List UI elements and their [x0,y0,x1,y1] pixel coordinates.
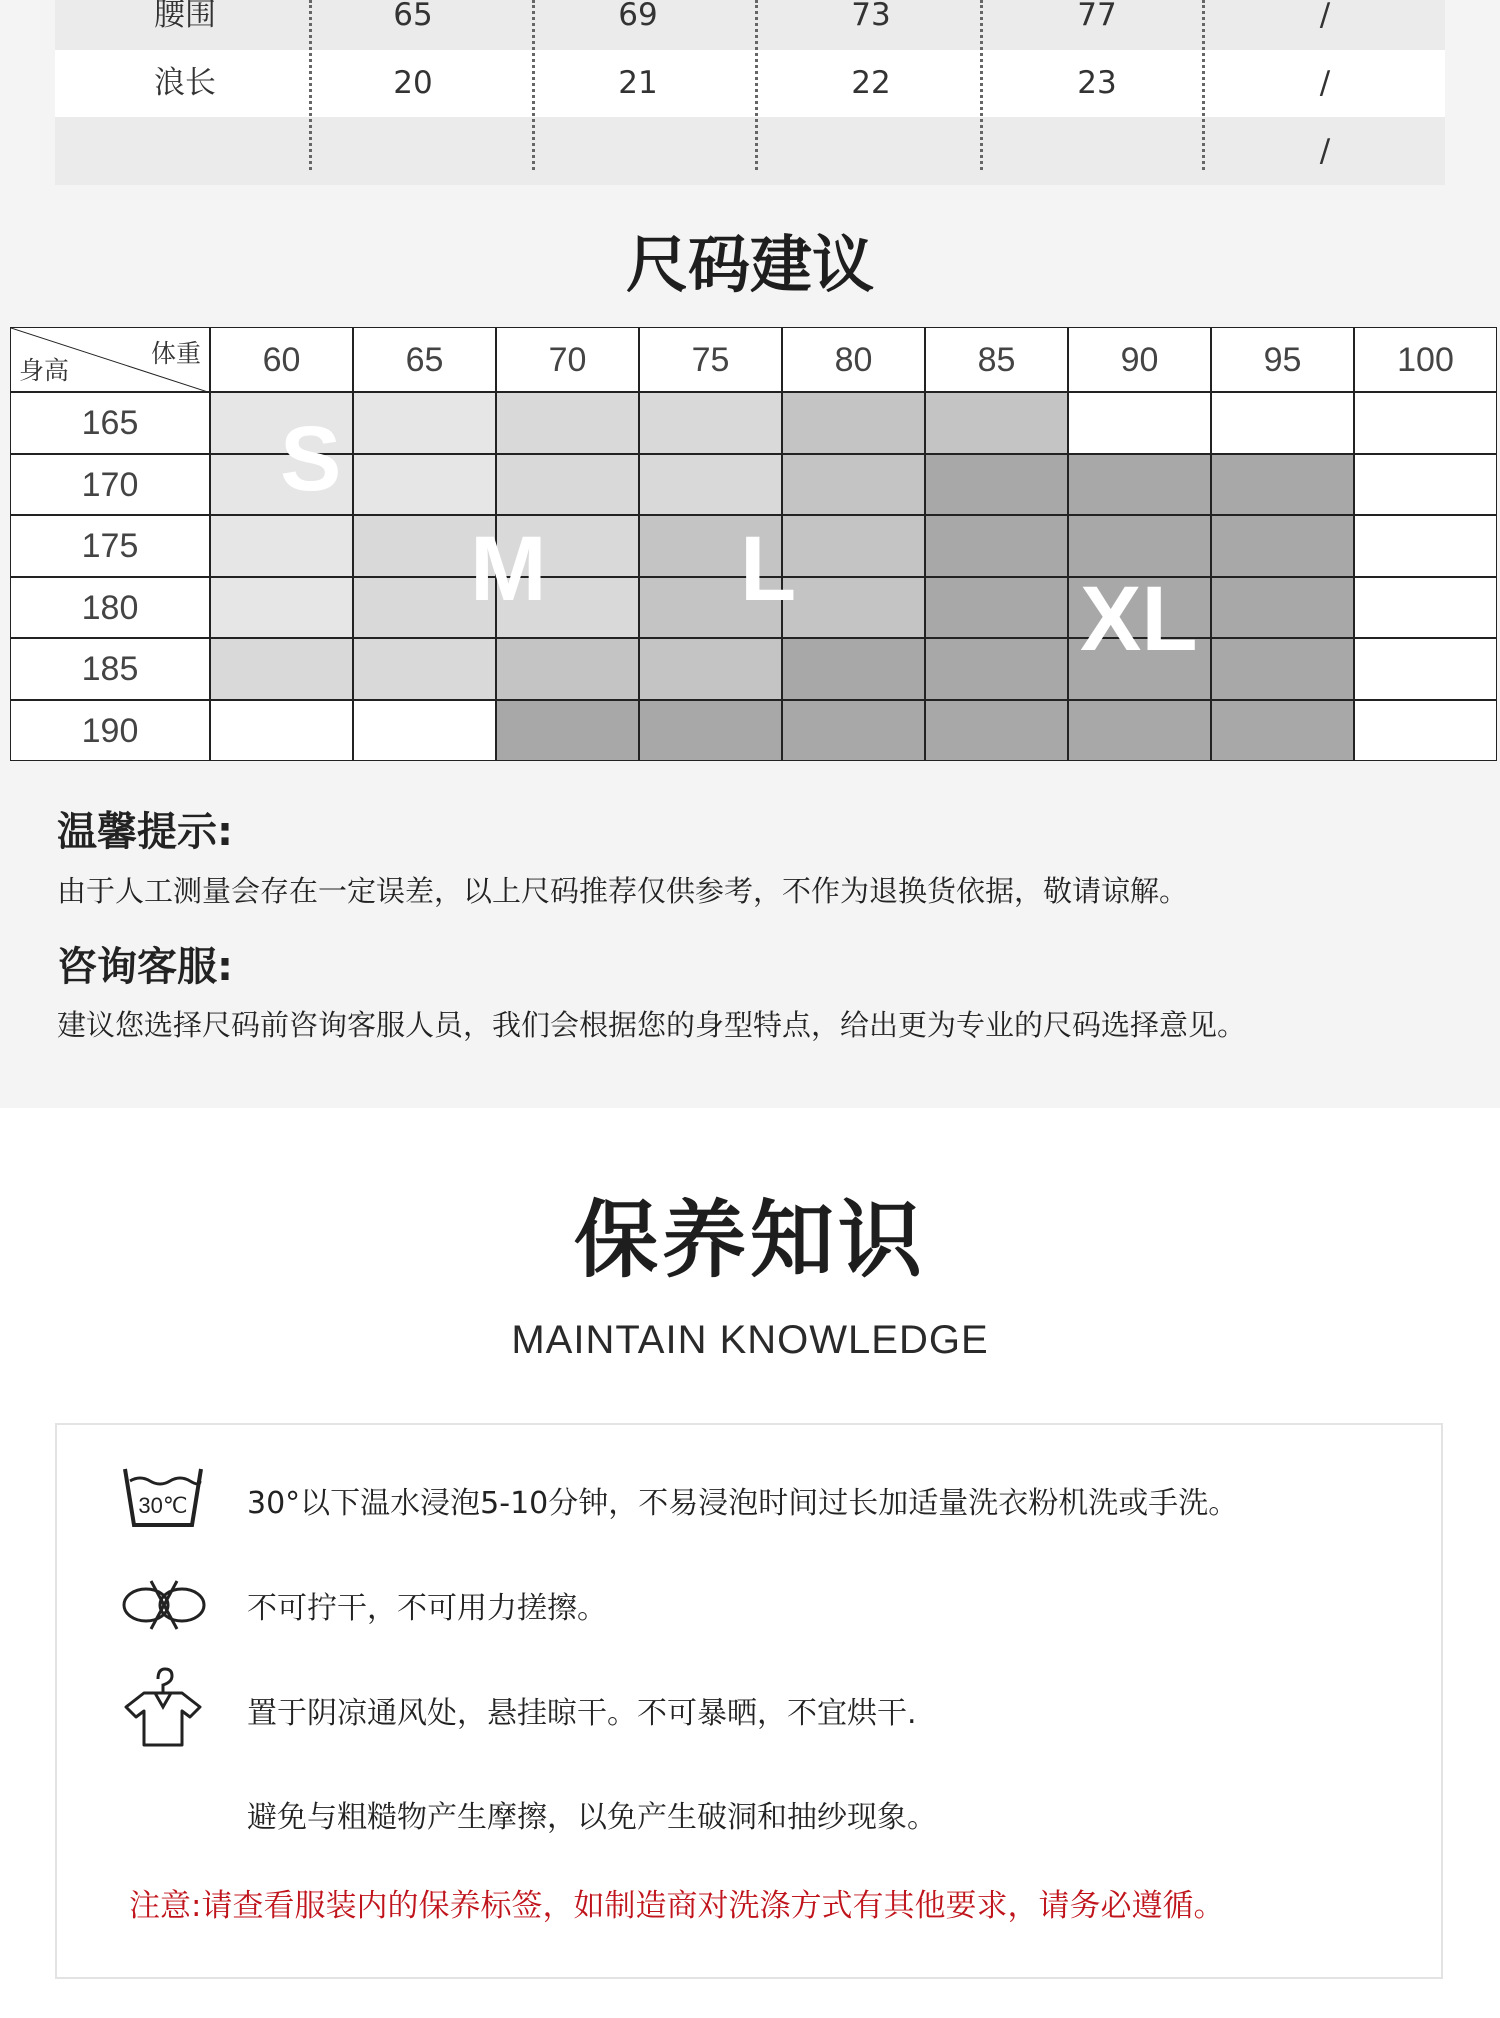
size-cell [782,638,925,700]
size-cell [353,454,496,516]
reminder-title: 温馨提示: [57,809,233,855]
size-band-label-l: L [740,518,797,620]
measurement-value: / [1319,133,1331,169]
size-cell [210,515,353,577]
measurement-value [548,117,728,185]
care-item-text: 置于阴凉通风处，悬挂晾干。不可暴晒，不宜烘干. [247,1696,917,1731]
care-item-text: 30°以下温水浸泡5-10分钟，不易浸泡时间过长加适量洗衣粉机洗或手洗。 [247,1486,1239,1521]
size-cell [1211,577,1354,639]
size-cell [639,392,782,454]
measurement-label [95,117,275,185]
size-cell [1068,454,1211,516]
column-divider [309,0,312,170]
size-cell [782,515,925,577]
size-cell [925,700,1068,762]
size-cell [210,638,353,700]
size-cell [639,638,782,700]
size-cell [210,577,353,639]
size-cell [639,454,782,516]
measurement-value: 21 [618,65,658,101]
size-cell [1068,392,1211,454]
size-cell [1211,638,1354,700]
size-cell [1211,515,1354,577]
column-divider [1202,0,1205,170]
weight-header: 60 [210,327,353,392]
size-cell [925,638,1068,700]
corner-height-label: 身高 [19,356,70,385]
measurement-value: 65 [393,0,433,33]
size-cell [353,638,496,700]
size-cell [1354,515,1497,577]
reminder-text: 由于人工测量会存在一定误差，以上尺码推荐仅供参考，不作为退换货依据，敬请谅解。 [57,874,1189,908]
size-suggestion-title: 尺码建议 [625,228,874,301]
wash-temperature-label: 30℃ [138,1493,188,1518]
size-band-label-m: M [470,518,547,620]
care-box [55,1423,1443,1979]
size-cell [210,700,353,762]
height-header: 190 [10,700,210,762]
size-cell [782,700,925,762]
corner-weight-label: 体重 [150,339,201,368]
size-cell [925,454,1068,516]
size-cell [925,392,1068,454]
measurement-row [55,0,1445,50]
size-chart-grid [10,327,1497,762]
weight-header: 75 [639,327,782,392]
measurement-label: 腰围 [154,0,216,33]
height-header: 165 [10,392,210,454]
service-title: 咨询客服: [57,944,233,990]
measurement-value: 20 [393,65,433,101]
size-cell [782,392,925,454]
size-cell [496,392,639,454]
grid-corner-cell [10,327,210,392]
weight-header: 85 [925,327,1068,392]
height-header: 175 [10,515,210,577]
measurement-value: / [1319,65,1331,101]
no-wring-icon [119,1577,209,1637]
size-cell [353,392,496,454]
measurement-table [55,0,1445,185]
size-cell [782,577,925,639]
size-cell [925,515,1068,577]
size-cell [1354,577,1497,639]
wash-30c-icon [122,1465,204,1535]
size-cell [353,700,496,762]
column-divider [980,0,983,170]
size-cell [1354,700,1497,762]
size-band-label-xl: XL [1080,568,1198,670]
service-text: 建议您选择尺码前咨询客服人员，我们会根据您的身型特点，给出更为专业的尺码选择意见。 [57,1008,1247,1042]
measurement-value: / [1319,0,1331,33]
hang-dry-icon [122,1665,204,1753]
column-divider [755,0,758,170]
measurement-value: 22 [851,65,891,101]
size-cell [496,454,639,516]
size-cell [925,577,1068,639]
measurement-value: 23 [1077,65,1117,101]
measurement-value [323,117,503,185]
height-header: 170 [10,454,210,516]
care-item-text: 避免与粗糙物产生摩擦，以免产生破洞和抽纱现象。 [247,1800,937,1835]
weight-header: 80 [782,327,925,392]
size-cell [1354,392,1497,454]
measurement-row [55,117,1445,185]
size-cell [1354,454,1497,516]
measurement-value: 73 [851,0,891,33]
care-item-text: 不可拧干，不可用力搓擦。 [247,1591,607,1626]
size-cell [1211,392,1354,454]
size-cell [1068,700,1211,762]
measurement-label: 浪长 [154,65,216,101]
size-cell [496,638,639,700]
column-divider [532,0,535,170]
weight-header: 65 [353,327,496,392]
measurement-value [781,117,961,185]
size-cell [496,700,639,762]
weight-header: 70 [496,327,639,392]
size-band-label-s: S [280,408,342,510]
measurement-value: 69 [618,0,658,33]
measurement-value: 77 [1077,0,1117,33]
size-cell [1354,638,1497,700]
weight-header: 95 [1211,327,1354,392]
size-cell [1211,454,1354,516]
measurement-row [55,50,1445,117]
height-header: 180 [10,577,210,639]
measurement-value [1007,117,1187,185]
size-cell [639,700,782,762]
care-title: 保养知识 [573,1191,926,1289]
care-subtitle: MAINTAIN KNOWLEDGE [511,1318,989,1362]
size-cell [782,454,925,516]
weight-header: 100 [1354,327,1497,392]
size-cell [1211,700,1354,762]
care-notice: 注意:请查看服装内的保养标签，如制造商对洗涤方式有其他要求，请务必遵循。 [129,1888,1225,1924]
height-header: 185 [10,638,210,700]
weight-header: 90 [1068,327,1211,392]
